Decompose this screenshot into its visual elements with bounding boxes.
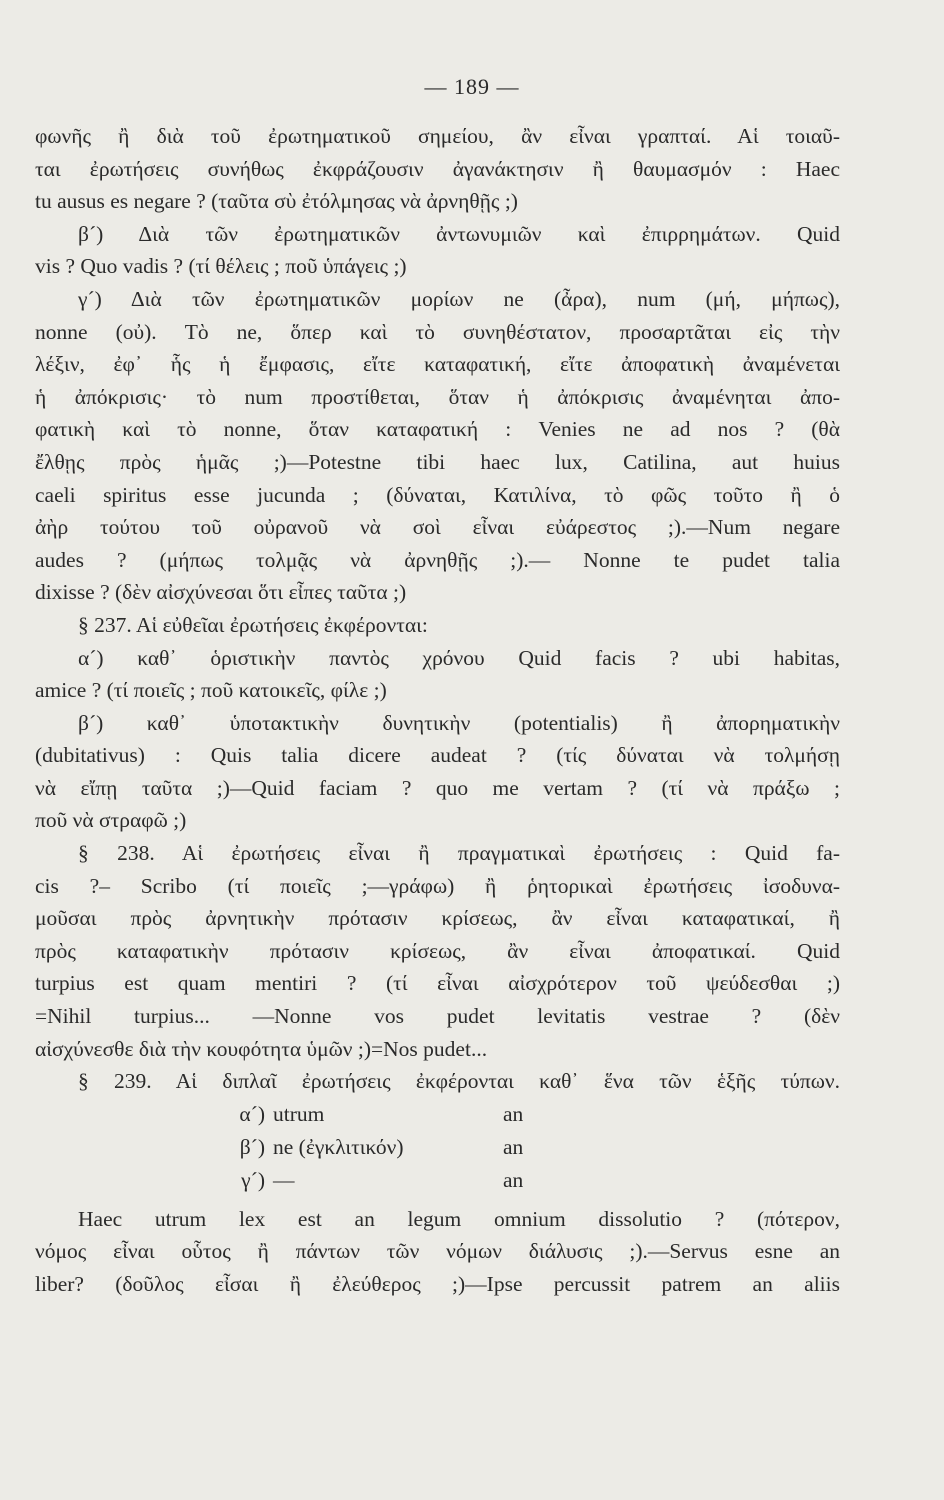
text-line: vis ? Quo vadis ? (τί θέλεις ; ποῦ ὑπάγεις ;) bbox=[35, 254, 407, 279]
text-line: μοῦσαι πρὸς ἀρνητικὴν πρότασιν κρίσεως, ἂν εἶναι καταφατικαί, ἢ bbox=[35, 906, 840, 931]
text-line: ἀὴρ τούτου τοῦ οὐρανοῦ νὰ σοὶ εἶναι εὐάρεστος ;).—Num negare bbox=[35, 515, 840, 540]
text-line: ἔλθῃς πρὸς ἡμᾶς ;)—Potestne tibi haec lux, Catilina, aut huius bbox=[35, 449, 840, 474]
schema-row bbox=[35, 1164, 840, 1197]
schema-label: γ´) bbox=[241, 1167, 265, 1192]
schema-first: — bbox=[273, 1167, 295, 1192]
text-line: cis ?– Scribo (τί ποιεῖς ;—γράφω) ἢ ῥητορικαὶ ἐρωτήσεις ἰσοδυνα- bbox=[35, 873, 840, 898]
text-line: nonne (οὐ). Τὸ ne, ὅπερ καὶ τὸ συνηθέστατον, προσαρτᾶται εἰς τὴν bbox=[35, 319, 840, 344]
text-line: λέξιν, ἐφ᾽ ἧς ἡ ἔμφασις, εἴτε καταφατική, εἴτε ἀποφατικὴ ἀναμένεται bbox=[35, 352, 840, 377]
text-line: αἰσχύνεσθε διὰ τὴν κουφότητα ὑμῶν ;)=Nos pudet... bbox=[35, 1036, 488, 1061]
text-line: νόμος εἶναι οὗτος ἢ πάντων τῶν νόμων διάλυσις ;).—Servus esne an bbox=[35, 1239, 840, 1264]
text-line: (dubitativus) : Quis talia dicere audeat ? (τίς δύναται νὰ τολμήσῃ bbox=[35, 743, 840, 768]
schema-label: α´) bbox=[239, 1101, 265, 1126]
schema-second: an bbox=[503, 1101, 524, 1126]
schema-label: β´) bbox=[239, 1134, 265, 1159]
section-heading-237: § 237. Αἱ εὐθεῖαι ἐρωτήσεις ἐκφέρονται: bbox=[78, 612, 428, 637]
text-line: φατικὴ καὶ τὸ nonne, ὅταν καταφατική : Venies ne ad nos ? (θὰ bbox=[35, 417, 840, 442]
text-line: audes ? (μήπως τολμᾷς νὰ ἀρνηθῇς ;).— Nonne te pudet talia bbox=[35, 547, 840, 572]
text-line: dixisse ? (δὲν αἰσχύνεσαι ὅτι εἶπες ταῦτα ;) bbox=[35, 580, 407, 605]
text-line: tu ausus es negare ? (ταῦτα σὺ ἐτόλμησας νὰ ἀρνηθῇς ;) bbox=[35, 189, 518, 214]
section-heading-238: § 238. Αἱ ἐρωτήσεις εἶναι ἢ πραγματικαὶ ἐρωτήσεις : Quid fa- bbox=[78, 841, 840, 866]
text-line: =Nihil turpius... —Nonne vos pudet levitatis vestrae ? (δὲν bbox=[35, 1004, 840, 1029]
schema-row bbox=[35, 1131, 840, 1164]
text-line: Haec utrum lex est an legum omnium dissolutio ? (πότερον, bbox=[78, 1206, 840, 1231]
schema-second: an bbox=[503, 1167, 524, 1192]
text-line: ποῦ νὰ στραφῶ ;) bbox=[35, 808, 187, 833]
section-heading-239: § 239. Αἱ διπλαῖ ἐρωτήσεις ἐκφέρονται καθ᾽ ἕνα τῶν ἑξῆς τύπων. bbox=[78, 1069, 840, 1094]
text-line: α´) καθ᾽ ὁριστικὴν παντὸς χρόνου Quid facis ? ubi habitas, bbox=[78, 645, 840, 670]
schema-first: ne (ἐγκλιτικόν) bbox=[273, 1134, 404, 1159]
text-line: πρὸς καταφατικὴν πρότασιν κρίσεως, ἂν εἶναι ἀποφατικαί. Quid bbox=[35, 938, 840, 963]
schema-row bbox=[35, 1098, 840, 1131]
text-line: ἡ ἀπόκρισις· τὸ num προστίθεται, ὅταν ἡ ἀπόκρισις ἀναμένηται ἀπο- bbox=[35, 384, 840, 409]
body-text bbox=[35, 120, 840, 1301]
text-line: turpius est quam mentiri ? (τί εἶναι αἰσχρότερον τοῦ ψεύδεσθαι ;) bbox=[35, 971, 840, 996]
text-line: liber? (δοῦλος εἶσαι ἢ ἐλεύθερος ;)—Ipse percussit patrem an aliis bbox=[35, 1272, 840, 1296]
text-line: ται ἐρωτήσεις συνήθως ἐκφράζουσιν ἀγανάκτησιν ἢ θαυμασμόν : Haec bbox=[35, 156, 840, 181]
text-line: β´) καθ᾽ ὑποτακτικὴν δυνητικὴν (potentialis) ἢ ἀπορηματικὴν bbox=[78, 710, 840, 735]
text-line: φωνῆς ἢ διὰ τοῦ ἐρωτηματικοῦ σημείου, ἂν εἶναι γραπταί. Αἱ τοιαῦ- bbox=[35, 124, 840, 148]
schema-second: an bbox=[503, 1134, 524, 1159]
page-number: — 189 — bbox=[424, 74, 520, 99]
text-line: amice ? (τί ποιεῖς ; ποῦ κατοικεῖς, φίλε ;) bbox=[35, 678, 387, 703]
text-line: νὰ εἴπῃ ταῦτα ;)—Quid faciam ? quo me vertam ? (τί νὰ πράξω ; bbox=[35, 775, 840, 800]
text-line: γ´) Διὰ τῶν ἐρωτηματικῶν μορίων ne (ἆρα), num (μή, μήπως), bbox=[78, 286, 840, 311]
text-line: β´) Διὰ τῶν ἐρωτηματικῶν ἀντωνυμιῶν καὶ ἐπιρρημάτων. Quid bbox=[78, 221, 840, 246]
text-line: caeli spiritus esse jucunda ; (δύναται, Κατιλίνα, τὸ φῶς τοῦτο ἢ ὁ bbox=[35, 482, 840, 507]
schema-first: utrum bbox=[273, 1101, 325, 1126]
